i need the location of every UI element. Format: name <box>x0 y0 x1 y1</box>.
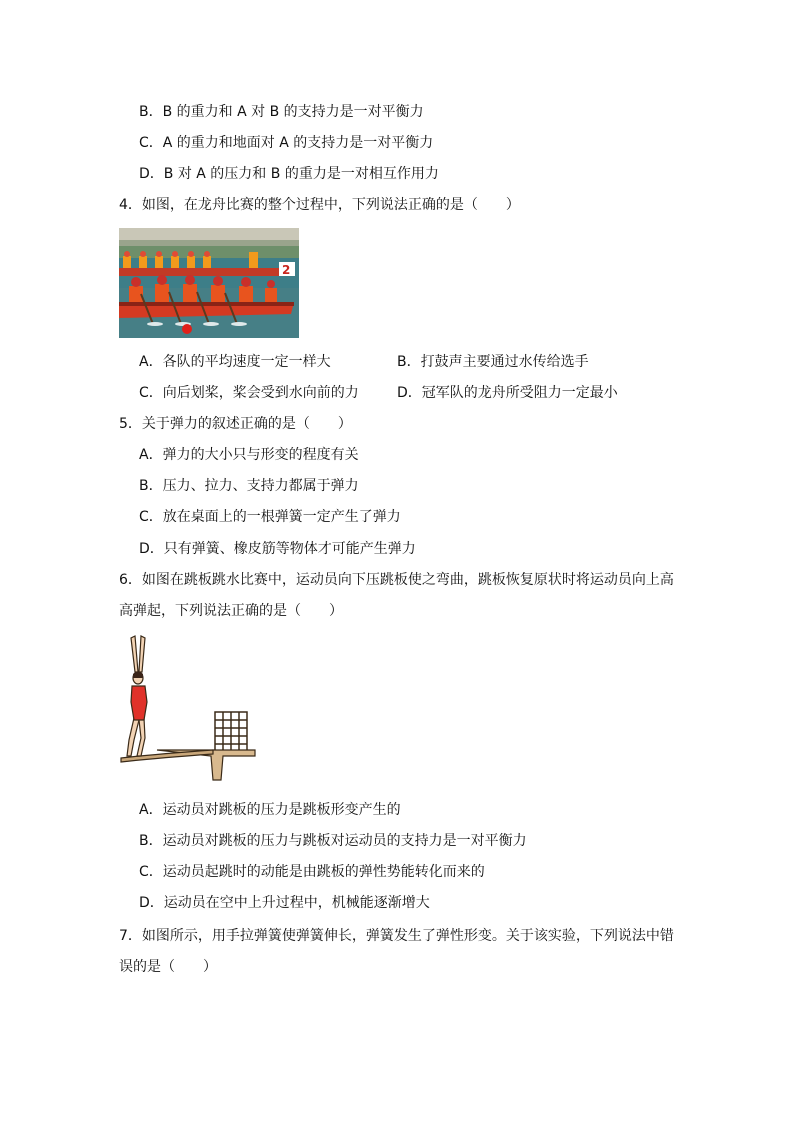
q4-option-d: D．冠军队的龙舟所受阻力一定最小 <box>397 385 618 401</box>
q4-option-a: A．各队的平均速度一定一样大 <box>139 354 331 370</box>
q6-option-b: B．运动员对跳板的压力与跳板对运动员的支持力是一对平衡力 <box>139 833 527 849</box>
q5-option-c: C．放在桌面上的一根弹簧一定产生了弹力 <box>139 509 401 525</box>
springboard-diver-figure <box>117 632 257 784</box>
q3-option-b: B．B 的重力和 A 对 B 的支持力是一对平衡力 <box>139 104 424 120</box>
q6-stem-line1: 6．如图在跳板跳水比赛中，运动员向下压跳板使之弯曲，跳板恢复原状时将运动员向上高 <box>119 572 674 588</box>
q3-option-d: D．B 对 A 的压力和 B 的重力是一对相互作用力 <box>139 166 439 182</box>
dragon-boat-photo <box>119 228 299 338</box>
q6-option-c: C．运动员起跳时的动能是由跳板的弹性势能转化而来的 <box>139 864 485 880</box>
q4-option-c: C．向后划桨，桨会受到水向前的力 <box>139 385 359 401</box>
dragon-boat-illustration <box>119 228 299 338</box>
q5-option-a: A．弹力的大小只与形变的程度有关 <box>139 447 359 463</box>
q7-stem-line2: 误的是（ ） <box>119 959 217 975</box>
q4-option-b: B．打鼓声主要通过水传给选手 <box>397 354 589 370</box>
q3-option-c: C．A 的重力和地面对 A 的支持力是一对平衡力 <box>139 135 434 151</box>
diver-illustration <box>117 632 257 784</box>
q5-option-b: B．压力、拉力、支持力都属于弹力 <box>139 478 359 494</box>
lane-number-label: 2 <box>282 263 291 277</box>
q7-stem-line1: 7．如图所示，用手拉弹簧使弹簧伸长，弹簧发生了弹性形变。关于该实验，下列说法中错 <box>119 928 674 944</box>
q5-stem: 5．关于弹力的叙述正确的是（ ） <box>119 416 352 432</box>
q4-stem: 4．如图，在龙舟比赛的整个过程中，下列说法正确的是（ ） <box>119 197 520 213</box>
q5-option-d: D．只有弹簧、橡皮筋等物体才可能产生弹力 <box>139 541 416 557</box>
q6-option-d: D．运动员在空中上升过程中，机械能逐渐增大 <box>139 895 430 911</box>
q6-option-a: A．运动员对跳板的压力是跳板形变产生的 <box>139 802 401 818</box>
q6-stem-line2: 高弹起，下列说法正确的是（ ） <box>119 603 343 619</box>
